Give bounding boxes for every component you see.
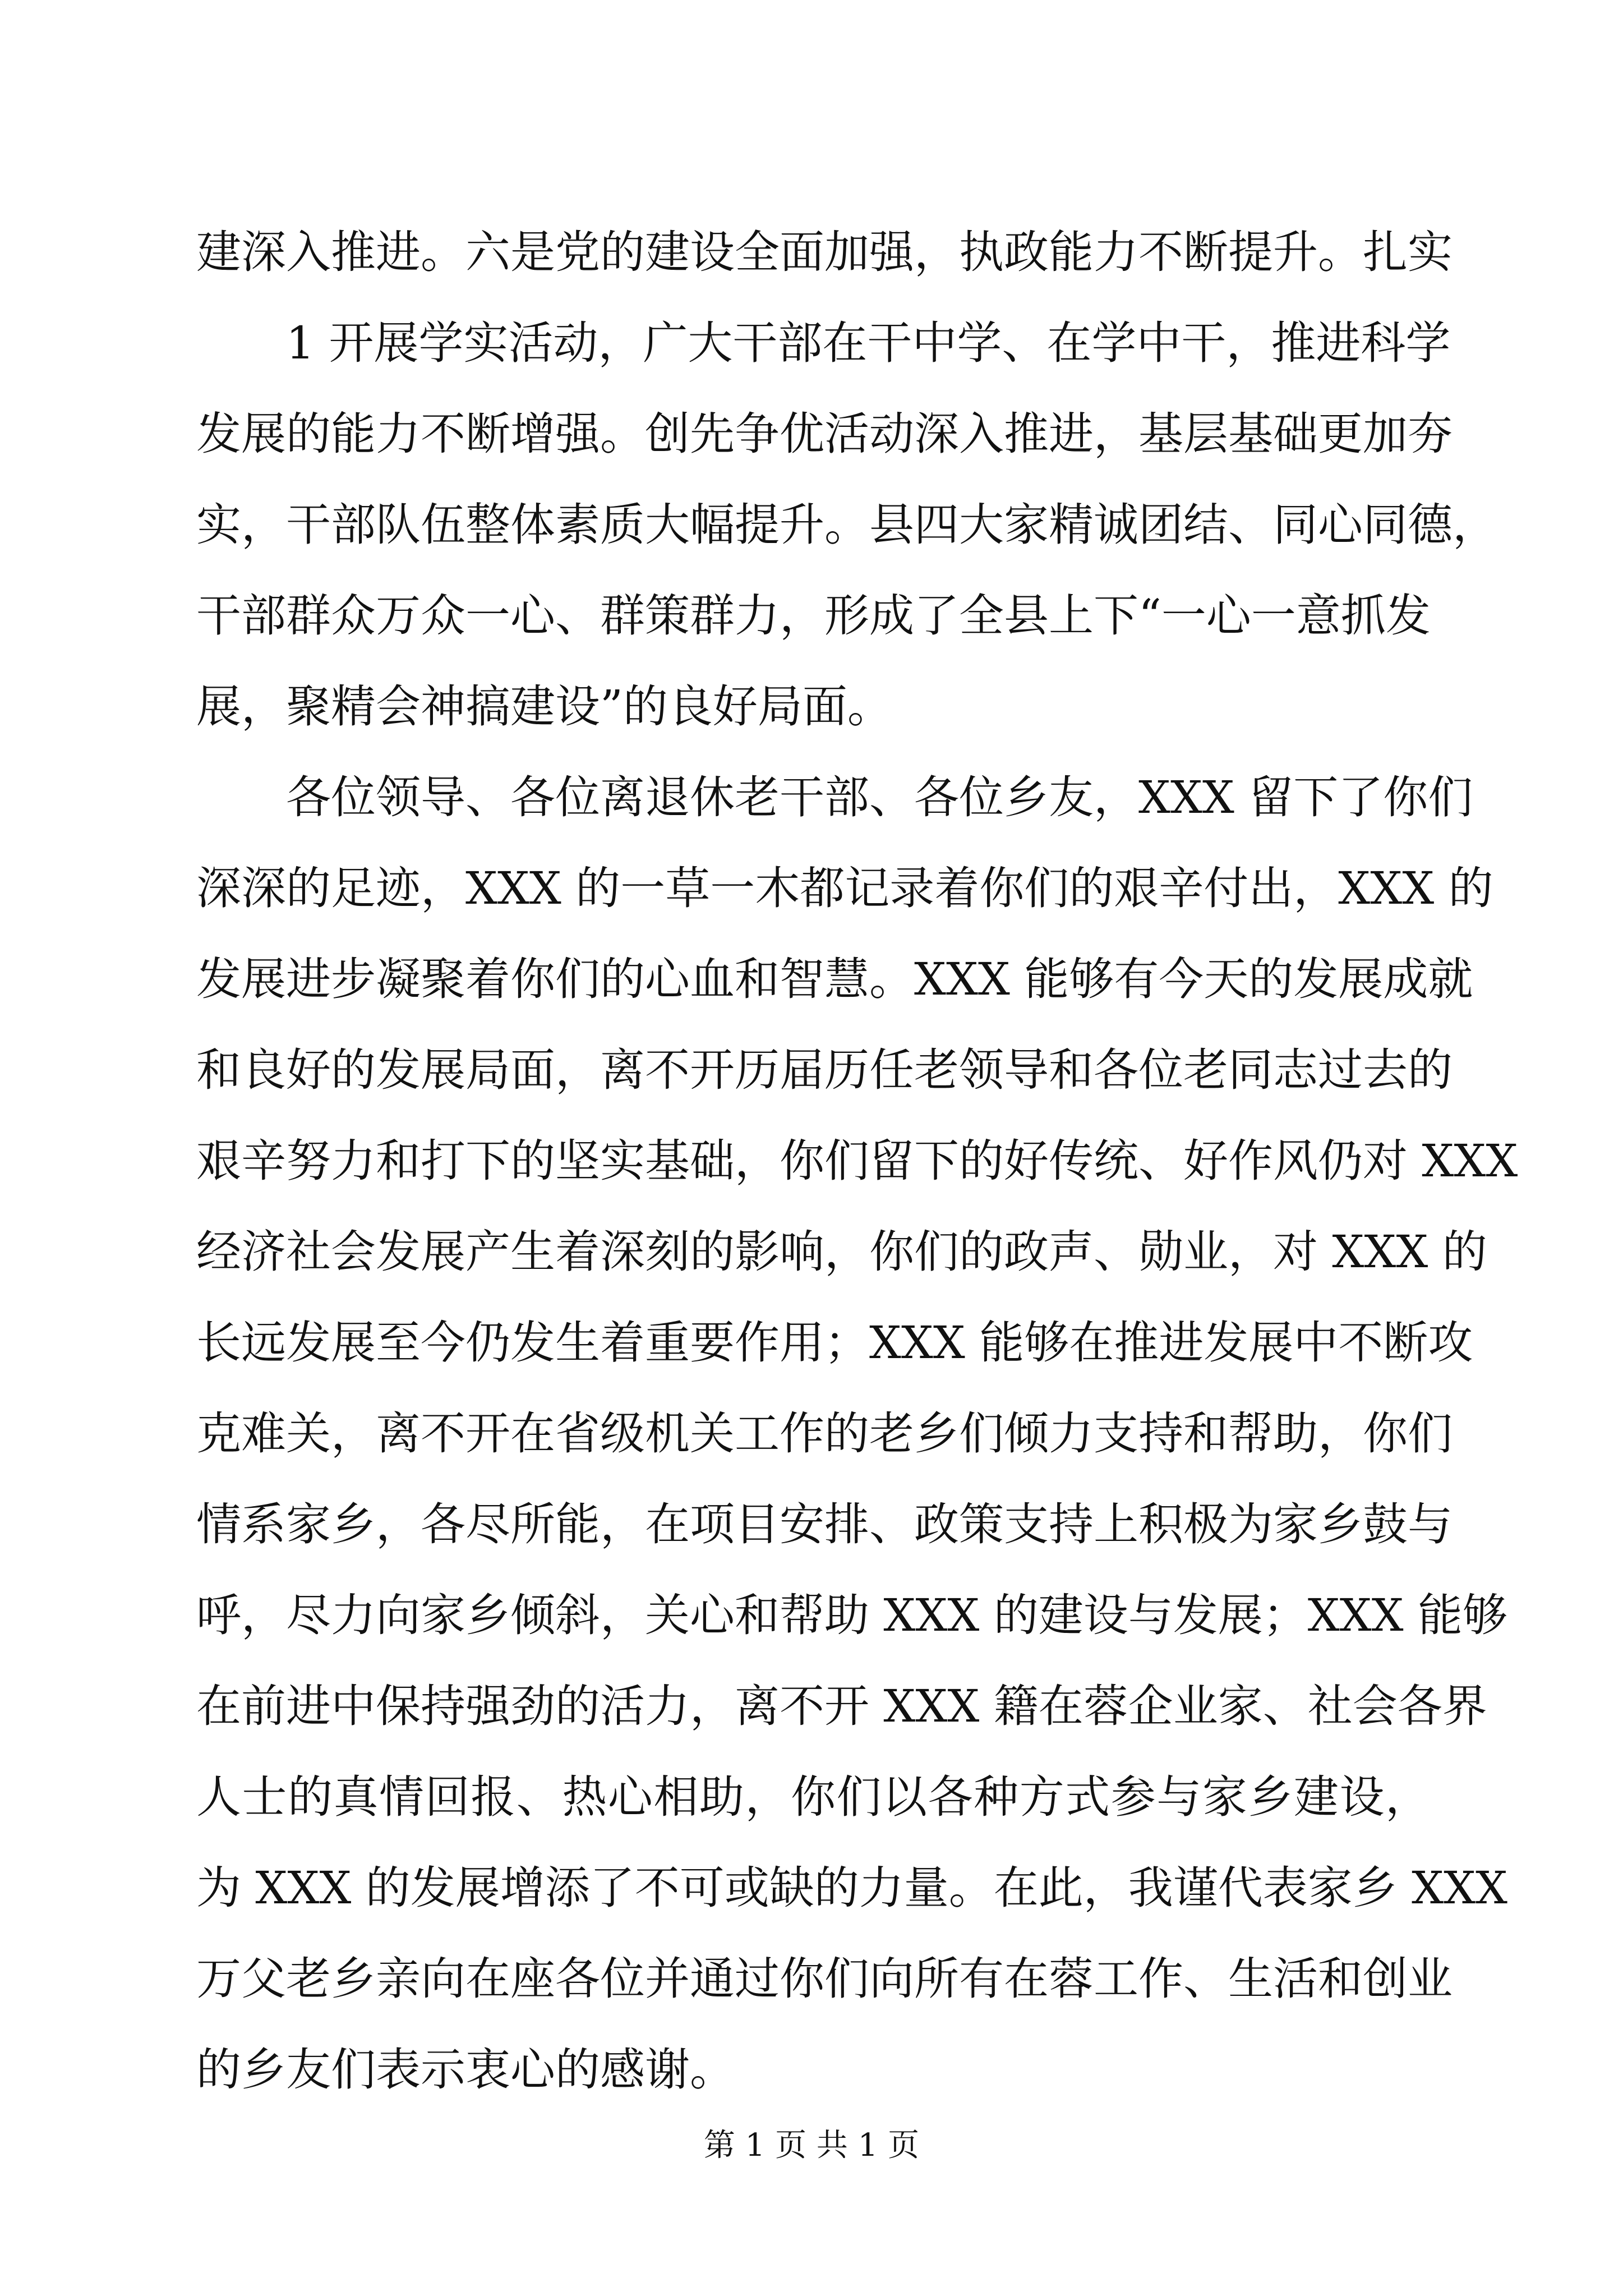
text-line: 万父老乡亲向在座各位并通过你们向所有在蓉工作、生活和创业 bbox=[196, 1953, 1453, 2005]
text-line: 情系家乡，各尽所能，在项目安排、政策支持上积极为家乡鼓与 bbox=[196, 1498, 1453, 1550]
text-line: 人士的真情回报、热心相助，你们以各种方式参与家乡建设， bbox=[196, 1771, 1430, 1823]
text-line: 呼，尽力向家乡倾斜，关心和帮助 XXX 的建设与发展；XXX 能够 bbox=[196, 1589, 1508, 1641]
text-line: 干部群众万众一心、群策群力，形成了全县上下“一心一意抓发 bbox=[196, 590, 1431, 642]
text-line: 展，聚精会神搞建设”的良好局面。 bbox=[196, 680, 892, 733]
page-footer: 第 1 页 共 1 页 bbox=[703, 2127, 920, 2164]
text-line: 发展进步凝聚着你们的心血和智慧。XXX 能够有今天的发展成就 bbox=[196, 953, 1473, 1005]
text-line: 实，干部队伍整体素质大幅提升。县四大家精诚团结、同心同德， bbox=[196, 499, 1497, 551]
text-line: 的乡友们表示衷心的感谢。 bbox=[196, 2044, 735, 2096]
text-line: 和良好的发展局面，离不开历届历任老领导和各位老同志过去的 bbox=[196, 1044, 1453, 1096]
text-line: 各位领导、各位离退休老干部、各位乡友，XXX 留下了你们 bbox=[286, 771, 1473, 823]
text-line: 经济社会发展产生着深刻的影响，你们的政声、勋业，对 XXX 的 bbox=[196, 1226, 1487, 1278]
text-line: 深深的足迹，XXX 的一草一木都记录着你们的艰辛付出，XXX 的 bbox=[196, 862, 1493, 914]
text-line: 克难关，离不开在省级机关工作的老乡们倾力支持和帮助，你们 bbox=[196, 1407, 1453, 1460]
text-line: 发展的能力不断增强。创先争优活动深入推进，基层基础更加夯 bbox=[196, 408, 1453, 460]
text-line: 为 XXX 的发展增添了不可或缺的力量。在此，我谨代表家乡 XXX bbox=[196, 1862, 1508, 1914]
text-line: 1 开展学实活动，广大干部在干中学、在学中干，推进科学 bbox=[286, 317, 1451, 369]
text-line: 建深入推进。六是党的建设全面加强，执政能力不断提升。扎实 bbox=[196, 226, 1453, 278]
text-line: 艰辛努力和打下的坚实基础，你们留下的好传统、好作风仍对 XXX bbox=[196, 1135, 1518, 1187]
text-line: 在前进中保持强劲的活力，离不开 XXX 籍在蓉企业家、社会各界 bbox=[196, 1680, 1487, 1732]
text-line: 长远发展至今仍发生着重要作用；XXX 能够在推进发展中不断攻 bbox=[196, 1317, 1473, 1369]
